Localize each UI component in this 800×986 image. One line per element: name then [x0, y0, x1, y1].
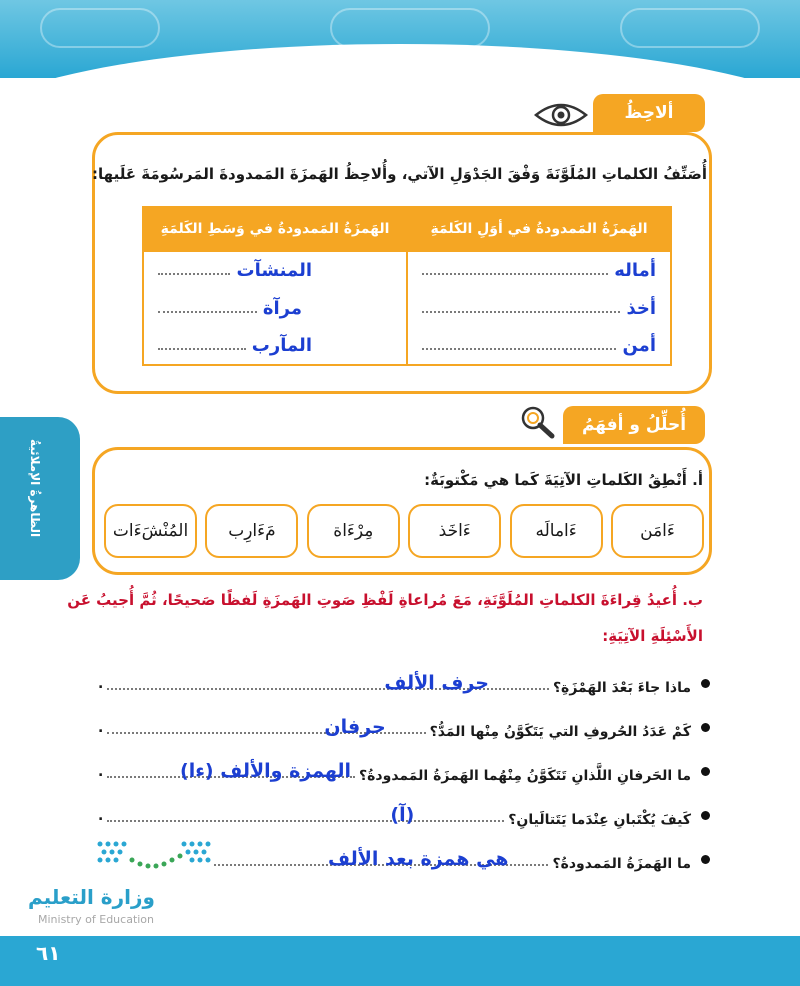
question-text: ما الحَرفانِ اللَّذانِ تَتَكَوَّنُ مِنْهُما الهَمزَةُ المَمدودةُ؟: [359, 768, 691, 784]
period: .: [98, 764, 104, 780]
question-text: كَمْ عَدَدُ الحُروفِ التي يَتَكَوَّنُ مِنْها المَدُّ؟: [429, 724, 691, 740]
page-number: ٦١: [36, 941, 61, 965]
table-cell: [407, 327, 671, 365]
table-row: [143, 289, 671, 327]
question-row: [98, 716, 710, 740]
period: .: [98, 676, 104, 692]
words-row: [104, 504, 704, 558]
dotted-line: [158, 348, 246, 350]
cell-word: المآرب: [251, 335, 312, 356]
part-a-instruction: أ. أَنْطِقُ الكَلماتِ الآتِيَةَ كَما هي مَكْتوبَةٌ:: [424, 471, 703, 489]
observation-table: [142, 206, 672, 366]
bullet-icon: [701, 723, 710, 732]
part-b-instruction-line2: الأَسْئِلَةِ الآتِيَةِ:: [602, 627, 703, 645]
word-box: ءَاخَذ: [408, 504, 501, 558]
word-box: المُنْشَءَات: [104, 504, 197, 558]
word-box: ءَامَن: [611, 504, 704, 558]
banner-decoration: [330, 8, 490, 48]
cell-word: أماله: [614, 260, 656, 281]
analyze-tab: [563, 406, 705, 444]
answer-line: [107, 716, 425, 738]
answer-text: حرف الألف: [384, 672, 489, 694]
question-row: [98, 672, 710, 696]
table-cell: [407, 251, 671, 289]
ministry-name-arabic: وزارة التعليم: [28, 885, 155, 909]
cell-word: أخذ: [626, 297, 656, 319]
word-box: ءَامالَه: [510, 504, 603, 558]
table-cell: [143, 251, 407, 289]
dotted-line: [422, 348, 616, 350]
question-text: ما الهَمزَةُ المَمدودةُ؟: [552, 856, 691, 872]
table-header-middle: الهَمزَةُ المَمدودةُ في وَسَطِ الكَلمَةِ: [143, 207, 407, 251]
ministry-logo-icon: [96, 838, 212, 880]
question-row: [98, 804, 710, 828]
answer-text: حرفان: [324, 716, 386, 738]
part-b-instruction-line1: ب. أُعيدُ قِراءَةَ الكلماتِ المُلَوَّنَةِ، مَعَ مُراعاةِ لَفْظِ صَوتِ الهَمزَةِ لَفظًا صَحيحًا، ثُمَّ أُجيبُ عَن: [67, 591, 703, 609]
question-row: [98, 760, 710, 784]
analyze-tab-label: أُحلِّلُ و أفهَمُ: [581, 415, 687, 435]
dotted-line: [422, 311, 620, 313]
dotted-line: [422, 273, 608, 275]
observe-tab-label: ألاحِظُ: [624, 103, 674, 123]
cell-word: مرآة: [262, 297, 302, 319]
ministry-name-english: Ministry of Education: [38, 913, 155, 926]
table-cell: [407, 289, 671, 327]
bullet-icon: [701, 767, 710, 776]
top-banner: [0, 0, 800, 78]
word-box: مِرْءَاة: [307, 504, 400, 558]
cell-word: أمن: [622, 335, 656, 356]
answer-text: الهمزة والألف (ءا): [180, 760, 352, 782]
banner-decoration: [620, 8, 760, 48]
magnifier-gear-icon: [518, 404, 558, 440]
banner-decoration: [40, 8, 160, 48]
dotted-line: [158, 273, 230, 275]
cell-word: المنشآت: [236, 260, 312, 281]
bottom-bar: [0, 936, 800, 986]
question-row: [210, 848, 710, 872]
banner-curve: [0, 44, 800, 78]
bullet-icon: [701, 679, 710, 688]
dotted-line: [158, 311, 257, 313]
bullet-icon: [701, 855, 710, 864]
observe-tab: [593, 94, 705, 132]
table-row: [143, 251, 671, 289]
period: .: [98, 720, 104, 736]
answer-text: هي همزة بعد الألف: [328, 848, 509, 870]
question-text: ماذا جاءَ بَعْدَ الهَمْزَةِ؟: [552, 680, 691, 696]
answer-text: (آ): [390, 804, 415, 826]
answer-line: [107, 760, 355, 782]
period: .: [98, 808, 104, 824]
table-row: [143, 327, 671, 365]
observe-instruction: أُصَنِّفُ الكلماتِ المُلَوَّنَةَ وَفْقَ الجَدْوَلِ الآتي، وأُلاحِظُ الهَمزَةَ المَمدودةَ المَرسُومَةَ عَلَيها:: [92, 165, 707, 183]
table-cell: [143, 327, 407, 365]
eye-icon: [533, 100, 589, 130]
word-box: مَءَارِب: [205, 504, 298, 558]
table-cell: [143, 289, 407, 327]
question-text: كَيفَ يُكْتَبانِ عِنْدَما يَتَتالَيانِ؟: [508, 812, 691, 828]
answer-line: [107, 672, 549, 694]
table-header-start: الهَمزَةُ المَمدودةُ في أوَلِ الكَلمَةِ: [407, 207, 671, 251]
chapter-side-tab: [0, 417, 80, 580]
bullet-icon: [701, 811, 710, 820]
chapter-side-tab-label: الظاهرةُ الإملائيةُ: [28, 439, 42, 538]
answer-line: [107, 804, 504, 826]
answer-line: [214, 848, 548, 870]
